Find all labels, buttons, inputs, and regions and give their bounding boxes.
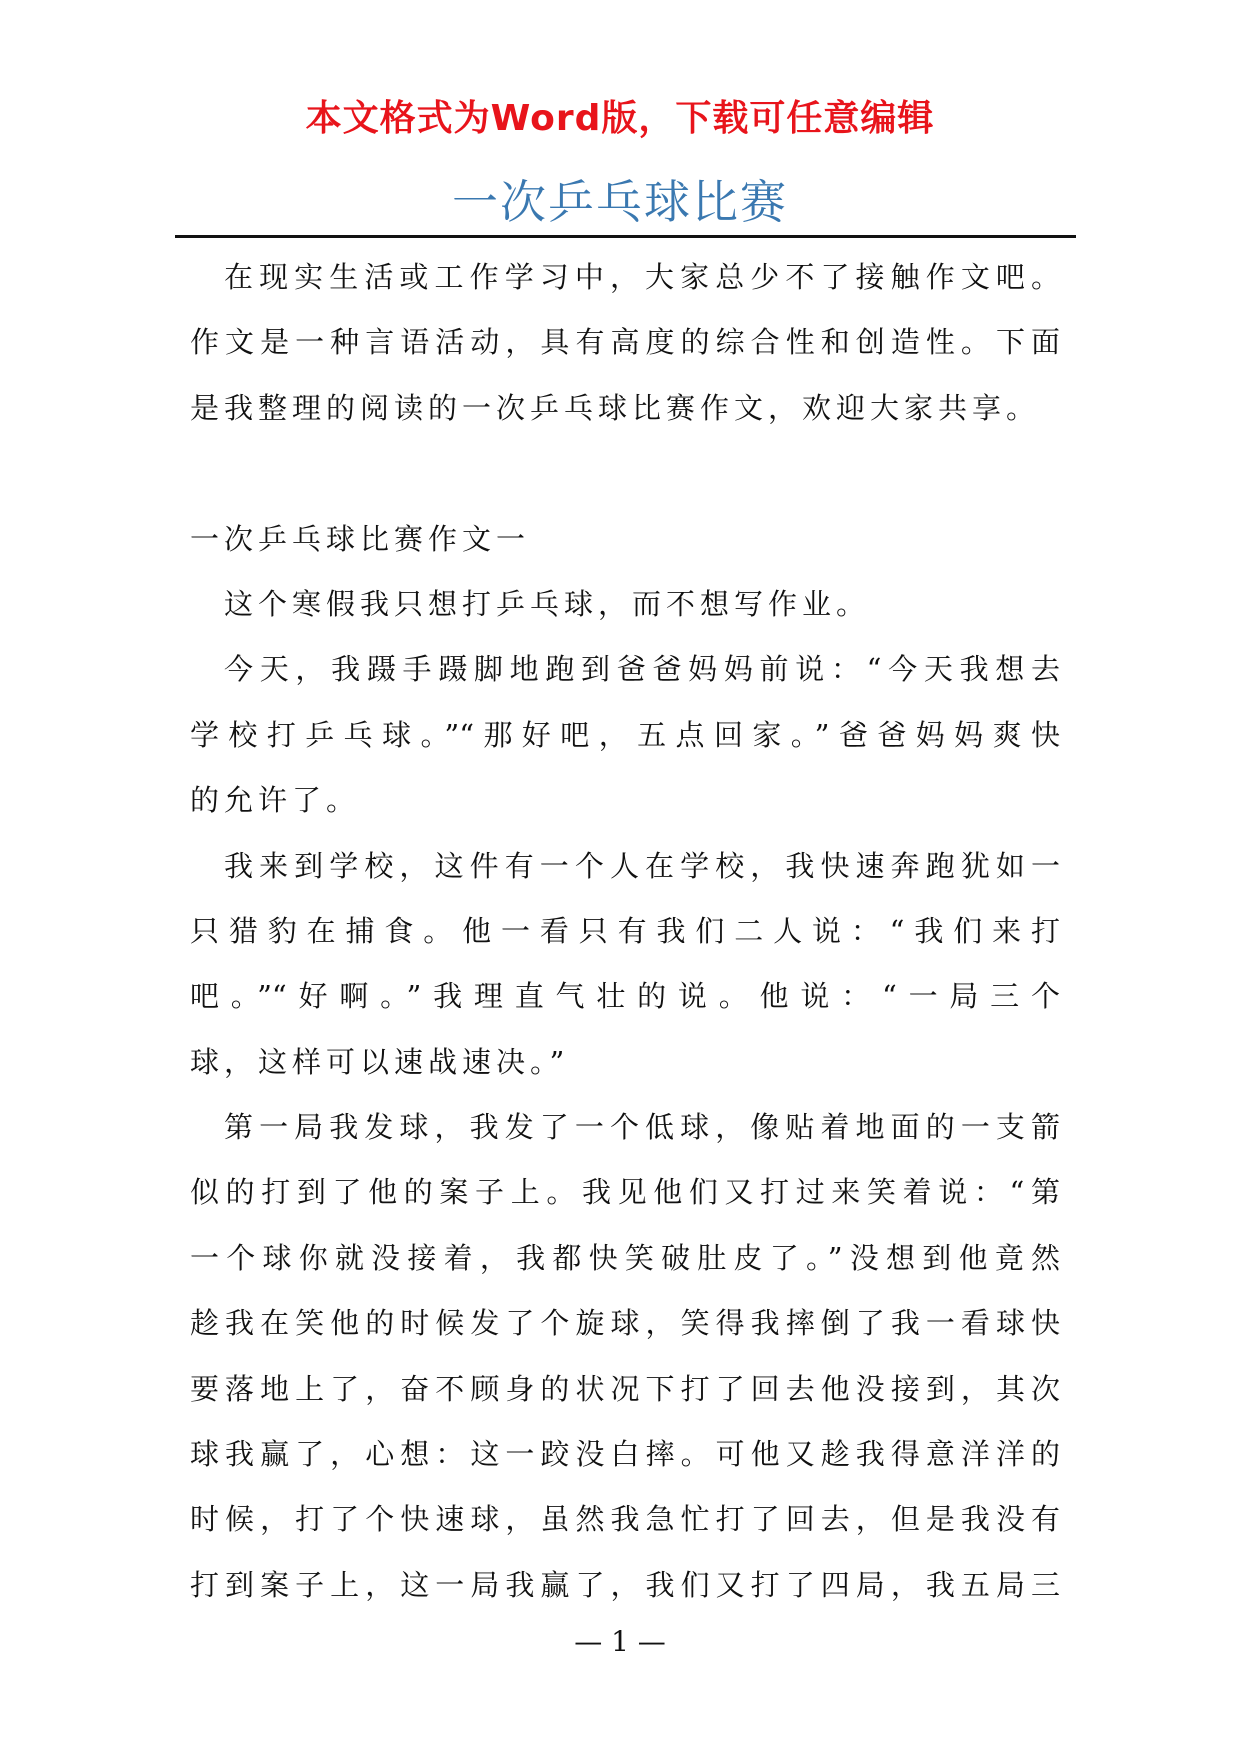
text-line: 球，这样可以速战速决。” bbox=[190, 1044, 570, 1079]
text-line: 在现实生活或工作学习中，大家总少不了接触作文吧。 bbox=[224, 260, 1060, 294]
title-divider bbox=[175, 235, 1076, 238]
text-line: 一个球你就没接着，我都快笑破肚皮了。”没想到他竟然 bbox=[190, 1240, 1060, 1275]
text-line: 趁我在笑他的时候发了个旋球，笑得我摔倒了我一看球快 bbox=[190, 1306, 1060, 1341]
text-line: 时候，打了个快速球，虽然我急忙打了回去，但是我没有 bbox=[190, 1502, 1060, 1537]
text-line: 打到案子上，这一局我赢了，我们又打了四局，我五局三 bbox=[190, 1567, 1060, 1602]
text-line: 似的打到了他的案子上。我见他们又打过来笑着说：“第 bbox=[190, 1175, 1060, 1210]
text-line: 作文是一种言语活动，具有高度的综合性和创造性。下面 bbox=[190, 325, 1060, 360]
text-line: 只猎豹在捕食。他一看只有我们二人说：“我们来打 bbox=[190, 913, 1060, 948]
text-line: 这个寒假我只想打乒乓球，而不想写作业。 bbox=[224, 586, 871, 621]
text-line: 一次乒乓球比赛作文一 bbox=[190, 521, 531, 556]
text-line: 球我赢了，心想：这一跤没白摔。可他又趁我得意洋洋的 bbox=[190, 1437, 1060, 1472]
blank-line bbox=[190, 446, 1060, 511]
document-title: 一次乒乓球比赛 bbox=[452, 175, 788, 229]
text-line: 第一局我发球，我发了一个低球，像贴着地面的一支箭 bbox=[224, 1110, 1060, 1145]
text-line: 要落地上了，奋不顾身的状况下打了回去他没接到，其次 bbox=[190, 1371, 1060, 1406]
text-line: 学校打乒乓球。”“那好吧，五点回家。”爸爸妈妈爽快 bbox=[190, 717, 1060, 752]
text-line: 吧。”“好啊。”我理直气壮的说。他说：“一局三个 bbox=[190, 979, 1060, 1014]
text-line: 我来到学校，这件有一个人在学校，我快速奔跑犹如一 bbox=[224, 848, 1060, 883]
text-line: 今天，我蹑手蹑脚地跑到爸爸妈妈前说：“今天我想去 bbox=[224, 652, 1060, 687]
document-body bbox=[190, 250, 1060, 1623]
text-line: 的允许了。 bbox=[190, 783, 361, 818]
text-line: 是我整理的阅读的一次乒乓球比赛作文，欢迎大家共享。 bbox=[190, 390, 1041, 425]
page-number: — 1 — bbox=[574, 1625, 666, 1658]
format-notice-banner: 本文格式为Word版，下载可任意编辑 bbox=[305, 98, 935, 139]
